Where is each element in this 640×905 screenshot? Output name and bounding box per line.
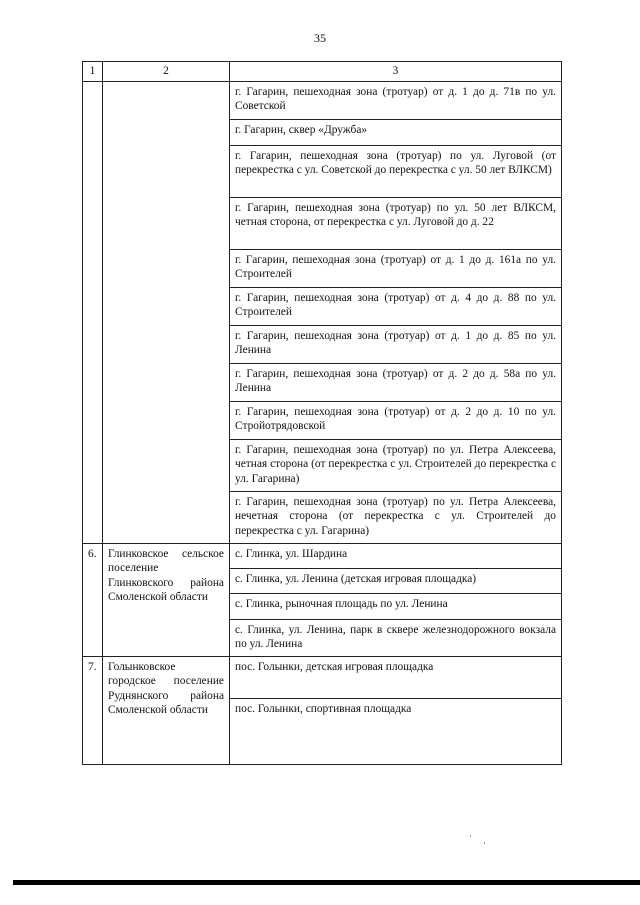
row-number: 7. xyxy=(83,657,103,765)
address-cell: г. Гагарин, пешеходная зона (тротуар) по ул. Петра Алексеева, четная сторона (от перекрестка с ул. Строителей до перекрестка с ул. Гагарина) xyxy=(230,440,562,492)
header-col-2: 2 xyxy=(103,62,230,82)
table-row xyxy=(83,544,562,569)
address-cell: г. Гагарин, сквер «Дружба» xyxy=(230,120,562,146)
address-cell: г. Гагарин, пешеходная зона (тротуар) от д. 4 до д. 88 по ул. Строителей xyxy=(230,288,562,326)
municipality-cell xyxy=(103,82,230,544)
address-cell: г. Гагарин, пешеходная зона (тротуар) по ул. Петра Алексеева, нечетная сторона (от перекрестка с ул. Строителей до перекрестка с ул. Гагарина) xyxy=(230,492,562,544)
address-cell: г. Гагарин, пешеходная зона (тротуар) по ул. 50 лет ВЛКСМ, четная сторона, от перекрестка с ул. Луговой до д. 22 xyxy=(230,198,562,250)
row-number: 6. xyxy=(83,544,103,657)
address-cell: г. Гагарин, пешеходная зона (тротуар) от д. 1 до д. 161а по ул. Строителей xyxy=(230,250,562,288)
table-row xyxy=(83,82,562,120)
scan-speck xyxy=(470,835,471,837)
address-cell: пос. Голынки, спортивная площадка xyxy=(230,699,562,765)
header-col-1: 1 xyxy=(83,62,103,82)
scan-edge-line xyxy=(13,880,640,885)
address-cell: пос. Голынки, детская игровая площадка xyxy=(230,657,562,699)
address-cell: г. Гагарин, пешеходная зона (тротуар) по ул. Луговой (от перекрестка с ул. Советской до перекрестка с ул. 50 лет ВЛКСМ) xyxy=(230,146,562,198)
address-cell: г. Гагарин, пешеходная зона (тротуар) от д. 1 до д. 85 по ул. Ленина xyxy=(230,326,562,364)
address-cell: с. Глинка, рыночная площадь по ул. Ленина xyxy=(230,594,562,620)
page-number: 35 xyxy=(314,31,326,45)
locations-table xyxy=(82,61,562,765)
header-col-3: 3 xyxy=(230,62,562,82)
row-number xyxy=(83,82,103,544)
municipality-cell: Голынковское городское поселение Руднянского района Смоленской области xyxy=(103,657,230,765)
address-cell: с. Глинка, ул. Ленина, парк в сквере железнодорожного вокзала по ул. Ленина xyxy=(230,620,562,657)
municipality-cell: Глинковское сельское поселение Глинковского района Смоленской области xyxy=(103,544,230,657)
address-cell: г. Гагарин, пешеходная зона (тротуар) от д. 2 до д. 58а по ул. Ленина xyxy=(230,364,562,402)
address-cell: с. Глинка, ул. Ленина (детская игровая площадка) xyxy=(230,569,562,594)
scan-speck xyxy=(484,842,485,844)
table-header-row xyxy=(83,62,562,82)
address-cell: г. Гагарин, пешеходная зона (тротуар) от д. 1 до д. 71в по ул. Советской xyxy=(230,82,562,120)
table-row xyxy=(83,657,562,699)
address-cell: г. Гагарин, пешеходная зона (тротуар) от д. 2 до д. 10 по ул. Стройотрядовской xyxy=(230,402,562,440)
address-cell: с. Глинка, ул. Шардина xyxy=(230,544,562,569)
